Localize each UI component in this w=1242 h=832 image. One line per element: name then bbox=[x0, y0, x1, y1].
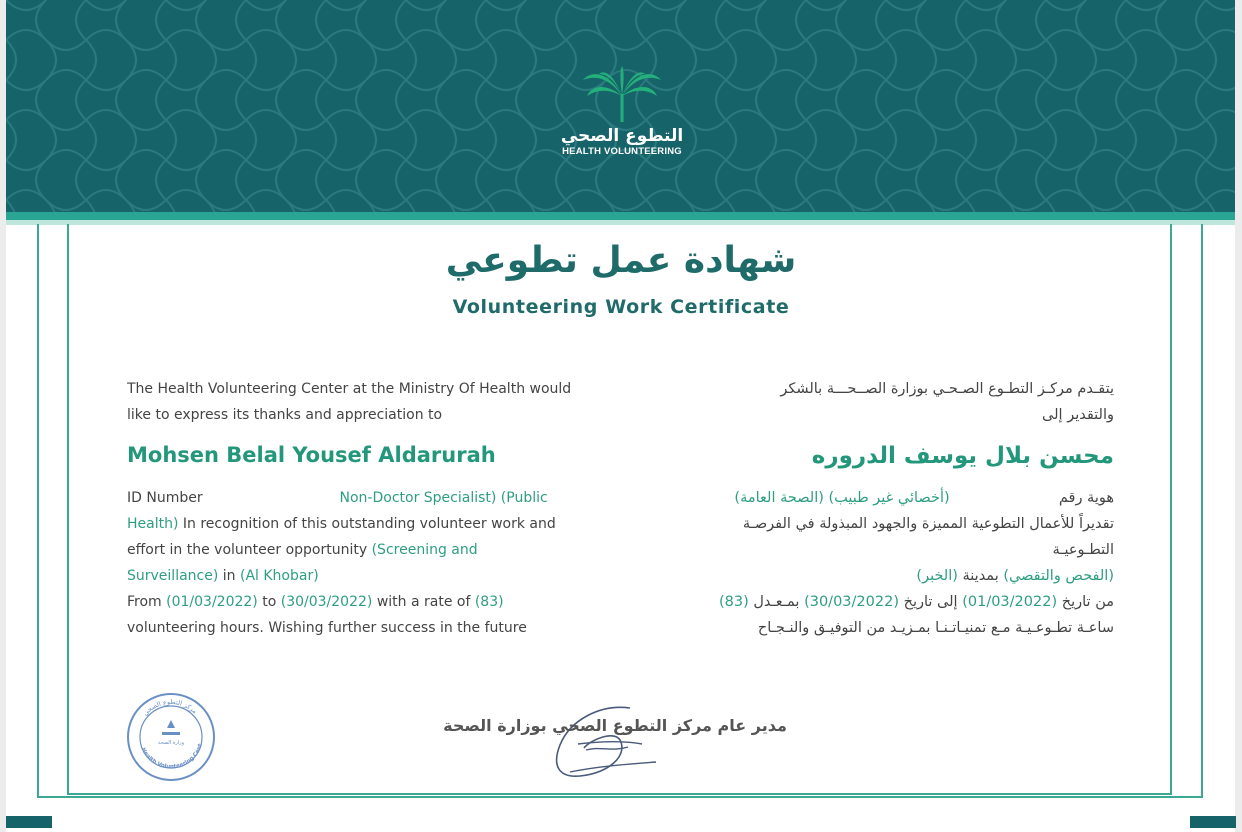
certificate-title-arabic: شهادة عمل تطوعي bbox=[445, 240, 797, 281]
opportunity-arabic: (الفحص والتقصي) bbox=[1003, 568, 1114, 584]
to-label-english: to bbox=[262, 594, 277, 610]
city-arabic: (الخبر) bbox=[916, 568, 958, 584]
header-stripe bbox=[6, 212, 1235, 220]
city-english: (Al Khobar) bbox=[239, 568, 319, 584]
english-body-line3 bbox=[127, 537, 622, 563]
arabic-appreciation: تقديراً للأعمال التطوعية المميزة والجهود المبذولة في الفرصـة bbox=[742, 516, 1114, 532]
to-label-arabic: إلى تاريخ bbox=[903, 594, 958, 610]
arabic-volunteer-word: التطـوعيـة bbox=[1052, 542, 1114, 558]
hours-arabic: (83) bbox=[718, 594, 749, 610]
from-label-arabic: من تاريخ bbox=[1061, 594, 1114, 610]
english-intro-line2: like to express its thanks and appreciation to bbox=[127, 407, 443, 423]
arabic-intro-line2: والتقدير إلى bbox=[1042, 407, 1114, 423]
arabic-intro bbox=[630, 376, 1114, 428]
opportunity-english-cont: Surveillance) bbox=[127, 568, 219, 584]
arabic-body-line1 bbox=[630, 485, 1114, 511]
english-closing: volunteering hours. Wishing further success in the future bbox=[127, 620, 527, 636]
right-edge bbox=[1235, 0, 1242, 832]
english-intro bbox=[127, 376, 622, 428]
opportunity-english: (Screening and bbox=[371, 542, 478, 558]
handwritten-signature bbox=[550, 700, 670, 785]
official-stamp bbox=[126, 692, 216, 786]
specialty-english-cont: Health) bbox=[127, 516, 179, 532]
id-label-english: ID Number bbox=[127, 490, 203, 506]
volunteer-name-english: Mohsen Belal Yousef Aldarurah bbox=[127, 443, 496, 467]
effort-text: effort in the volunteer opportunity bbox=[127, 542, 368, 558]
volunteer-name-arabic: محسن بلال يوسف الدروره bbox=[811, 443, 1114, 469]
from-date-english: (01/03/2022) bbox=[166, 594, 258, 610]
signature-scribble bbox=[550, 700, 670, 789]
palm-tree-icon bbox=[577, 66, 667, 122]
in-city-label-arabic: بمدينة bbox=[962, 568, 999, 584]
stamp-ministry-text: وزارة الصحة bbox=[158, 740, 184, 746]
english-body-line1 bbox=[127, 485, 622, 511]
english-intro-line1: The Health Volunteering Center at the Ministry Of Health would bbox=[127, 381, 572, 397]
in-label: in bbox=[222, 568, 236, 584]
to-date-arabic: (30/03/2022) bbox=[804, 594, 899, 610]
logo-arabic-text: التطوع الصحي bbox=[560, 126, 684, 146]
specialty-english: Non-Doctor Specialist) (Public bbox=[339, 490, 548, 506]
arabic-closing: ساعـة تطـوعـيـة مـع تمنيـاتـنـا بمـزيـد من التوفيـق والنـجـاح bbox=[757, 620, 1114, 636]
stamp-seal-icon bbox=[126, 692, 216, 782]
id-label-arabic: هوية رقم bbox=[1058, 490, 1114, 506]
hours-english: (83) bbox=[474, 594, 504, 610]
english-body-line2 bbox=[127, 511, 622, 537]
english-body bbox=[127, 485, 622, 641]
specialty-arabic: (أخصائي غير طبيب) (الصحة العامة) bbox=[734, 490, 950, 506]
stamp-english-text: Health Volunteering Cent bbox=[139, 743, 204, 771]
arabic-body-line5 bbox=[630, 589, 1114, 615]
to-date-english: (30/03/2022) bbox=[280, 594, 373, 610]
english-body-line5 bbox=[127, 589, 622, 615]
rate-label-english: with a rate of bbox=[376, 594, 471, 610]
from-date-arabic: (01/03/2022) bbox=[962, 594, 1058, 610]
arabic-intro-line1: يتقـدم مركـز التطـوع الصـحـي بوزارة الصــحـــة بالشكر bbox=[780, 381, 1114, 397]
signatory-title: مدير عام مركز التطوع الصحي بوزارة الصحة bbox=[443, 716, 787, 735]
english-body-line4 bbox=[127, 563, 622, 589]
logo-english-text: HEALTH VOLUNTEERING bbox=[562, 146, 682, 157]
arabic-body bbox=[630, 485, 1114, 641]
rate-label-arabic: بمـعـدل bbox=[753, 594, 800, 610]
stamp-arabic-text: مركز التطوع الصحي bbox=[141, 697, 199, 718]
from-label-english: From bbox=[127, 594, 162, 610]
arabic-body-line4 bbox=[630, 563, 1114, 589]
health-volunteering-logo bbox=[532, 66, 712, 157]
recognition-text: In recognition of this outstanding volunteer work and bbox=[182, 516, 556, 532]
corner-ornament-right bbox=[1190, 816, 1236, 828]
corner-ornament-left bbox=[6, 816, 52, 828]
certificate-title-english: Volunteering Work Certificate bbox=[452, 296, 790, 318]
